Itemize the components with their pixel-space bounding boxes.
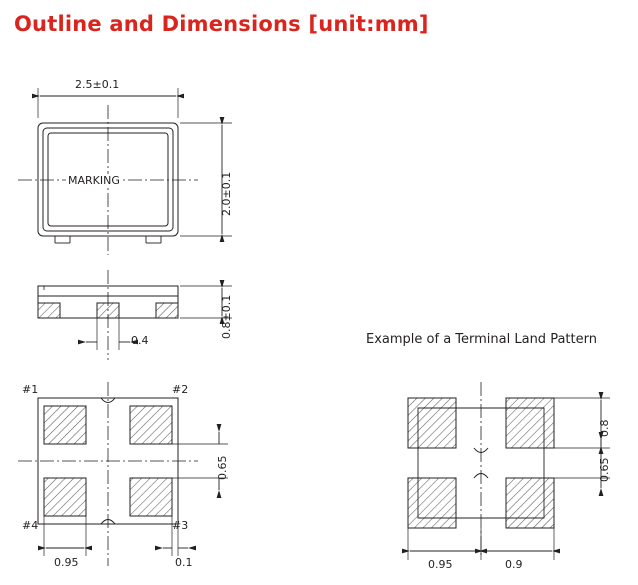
land-pattern-caption: Example of a Terminal Land Pattern (366, 332, 597, 347)
top-view-height-dim: 2.0±0.1 (220, 171, 233, 216)
bottom-view-pad-pitch-dim: 0.95 (54, 556, 79, 569)
land-pattern-pitch-dim: 0.95 (428, 558, 453, 571)
land-pattern-height-dim: 0.8 (598, 419, 611, 437)
bottom-view-pin2: #2 (172, 383, 189, 396)
bottom-view-pin3: #3 (172, 519, 189, 532)
top-view-width-dim: 2.5±0.1 (75, 78, 120, 91)
bottom-view-pin1: #1 (22, 383, 39, 396)
page-title: Outline and Dimensions [unit:mm] (14, 12, 429, 36)
marking-label: MARKING (68, 174, 120, 187)
side-view-pad-width-dim: 0.4 (131, 334, 149, 347)
bottom-view-pin4: #4 (22, 519, 39, 532)
land-pattern-width-dim: 0.9 (505, 558, 523, 571)
bottom-view-pad-edge-dim: 0.1 (175, 556, 193, 569)
bottom-view-pad-gap-dim: 0.65 (216, 455, 229, 480)
land-pattern-gap-dim: 0.65 (598, 457, 611, 482)
side-view-thickness-dim: 0.8±0.1 (220, 294, 233, 339)
